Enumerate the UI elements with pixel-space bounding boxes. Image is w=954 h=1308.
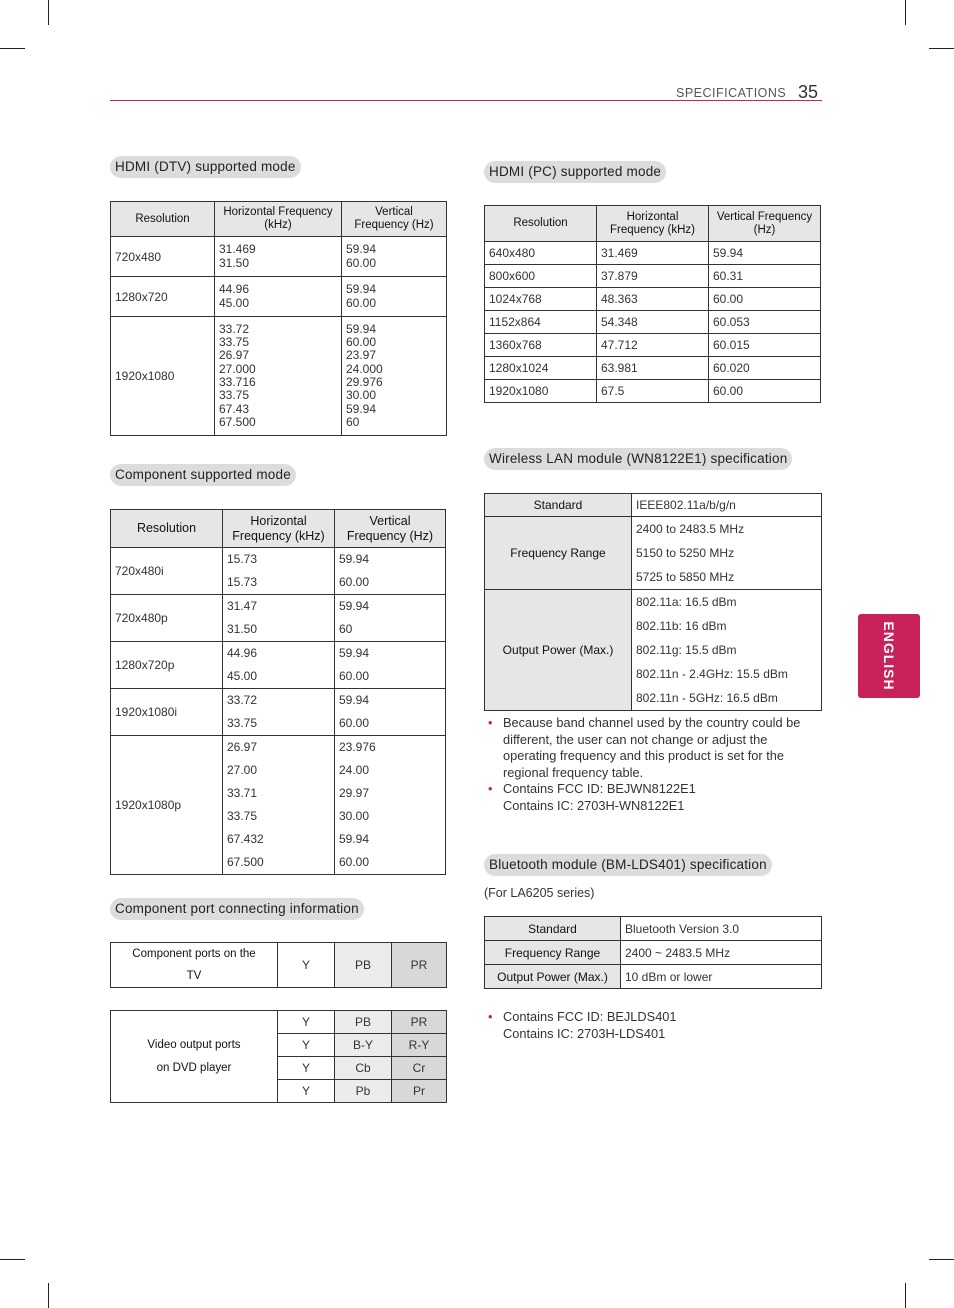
vertical-frequency-cell: 59.94 60.00 23.97 24.000 29.976 30.00 59.94 60 (342, 317, 447, 436)
horizontal-frequency-cell: 31.469 (597, 242, 709, 265)
vertical-frequency-cell (335, 642, 446, 689)
wlan-heading: Wireless LAN module (WN8122E1) specification (484, 448, 792, 470)
wlan-spec-table (484, 493, 822, 711)
spec-value (632, 590, 822, 711)
table-row (485, 494, 822, 517)
horizontal-frequency-cell: 44.96 45.00 (215, 277, 342, 317)
port-cell: Y (278, 1034, 335, 1057)
resolution-cell: 720x480 (111, 237, 215, 277)
bullet-icon: • (488, 715, 493, 730)
vertical-frequency-cell: 60.020 (709, 357, 821, 380)
resolution-cell: 1024x768 (485, 288, 597, 311)
page-number: 35 (798, 82, 819, 102)
bullet-icon: • (488, 781, 493, 796)
bluetooth-heading: Bluetooth module (BM-LDS401) specification (484, 854, 772, 876)
value: 60.00 (339, 855, 370, 869)
crop-mark (905, 0, 906, 25)
value: 27.00 (227, 763, 258, 777)
horizontal-frequency-cell: 54.348 (597, 311, 709, 334)
value: 802.11n - 2.4GHz: 15.5 dBm (636, 667, 788, 681)
spec-value: 10 dBm or lower (621, 965, 822, 989)
value: 30.00 (339, 809, 370, 823)
hdmi-dtv-table (110, 201, 447, 436)
table-row (485, 917, 822, 941)
resolution-cell: 640x480 (485, 242, 597, 265)
spec-label: Output Power (Max.) (485, 590, 632, 711)
value: 23.976 (339, 740, 376, 754)
port-cell: R-Y (392, 1034, 447, 1057)
vertical-frequency-cell (335, 595, 446, 642)
port-cell: Y (278, 1057, 335, 1080)
spec-value: IEEE802.11a/b/g/n (632, 494, 822, 517)
value: 33.71 (227, 786, 258, 800)
value: 5150 to 5250 MHz (636, 546, 735, 560)
table-row (111, 595, 446, 642)
resolution-cell: 1280x1024 (485, 357, 597, 380)
horizontal-frequency-cell (223, 642, 335, 689)
port-cell: PR (392, 943, 447, 988)
value: 2400 to 2483.5 MHz (636, 522, 745, 536)
crop-mark (905, 1283, 906, 1308)
table-row (485, 265, 821, 288)
note-text: Contains FCC ID: BEJWN8122E1 (503, 781, 696, 796)
horizontal-frequency-cell: 48.363 (597, 288, 709, 311)
vertical-frequency-cell: 60.31 (709, 265, 821, 288)
table-row (111, 1011, 447, 1034)
vertical-frequency-cell: 60.00 (709, 380, 821, 403)
resolution-cell: 800x600 (485, 265, 597, 288)
resolution-cell: 1280x720p (111, 642, 223, 689)
vertical-frequency-cell: 60.015 (709, 334, 821, 357)
resolution-cell: 1920x1080 (485, 380, 597, 403)
spec-label: Standard (485, 494, 632, 517)
resolution-cell: 1280x720 (111, 277, 215, 317)
column-header: Horizontal Frequency (kHz) (215, 202, 342, 237)
value: 59.94 (339, 693, 370, 707)
vertical-frequency-cell (335, 736, 446, 875)
value: 26.97 (227, 740, 258, 754)
value: 802.11b: 16 dBm (636, 619, 727, 633)
horizontal-frequency-cell (223, 689, 335, 736)
bluetooth-note (488, 1009, 808, 1042)
table-row (111, 277, 447, 317)
hdmi-pc-heading: HDMI (PC) supported mode (484, 161, 666, 183)
column-header: Resolution (111, 510, 223, 548)
crop-mark (0, 48, 25, 49)
horizontal-frequency-cell (223, 595, 335, 642)
column-header: Vertical Frequency (Hz) (335, 510, 446, 548)
table-row (485, 380, 821, 403)
value: 29.97 (339, 786, 370, 800)
value: 802.11n - 5GHz: 16.5 dBm (636, 691, 778, 705)
dvd-ports-table (110, 1010, 447, 1103)
hdmi-dtv-heading: HDMI (DTV) supported mode (110, 156, 301, 178)
column-header: Horizontal Frequency (kHz) (597, 206, 709, 242)
value: 67.500 (227, 855, 264, 869)
horizontal-frequency-cell (223, 548, 335, 595)
value: 60.00 (339, 669, 370, 683)
table-row (111, 943, 447, 988)
tv-ports-label: Component ports on the TV (111, 943, 278, 988)
table-row (111, 736, 446, 875)
horizontal-frequency-cell: 67.5 (597, 380, 709, 403)
vertical-frequency-cell (335, 689, 446, 736)
value: 59.94 (339, 646, 370, 660)
horizontal-frequency-cell (223, 736, 335, 875)
value: 33.72 (227, 693, 258, 707)
value: 59.94 (339, 832, 370, 846)
crop-mark (929, 48, 954, 49)
value: 15.73 (227, 575, 258, 589)
language-tab-label: ENGLISH (881, 621, 897, 691)
horizontal-frequency-cell: 33.72 33.75 26.97 27.000 33.716 33.75 67.43 67.500 (215, 317, 342, 436)
table-row (485, 357, 821, 380)
bullet-icon: • (488, 1009, 493, 1024)
wlan-note-2 (488, 781, 808, 814)
vertical-frequency-cell: 59.94 (709, 242, 821, 265)
horizontal-frequency-cell: 63.981 (597, 357, 709, 380)
crop-mark (929, 1259, 954, 1260)
table-row (485, 941, 822, 965)
port-cell: PB (335, 943, 392, 988)
column-header: Vertical Frequency (Hz) (709, 206, 821, 242)
note-text: Contains IC: 2703H-LDS401 (503, 1025, 666, 1041)
value: 45.00 (227, 669, 258, 683)
vertical-frequency-cell: 59.94 60.00 (342, 277, 447, 317)
value: 44.96 (227, 646, 258, 660)
resolution-cell: 1920x1080 (111, 317, 215, 436)
resolution-cell: 1920x1080p (111, 736, 223, 875)
hdmi-pc-table (484, 205, 821, 403)
value: 31.50 (227, 622, 258, 636)
value: 33.75 (227, 716, 258, 730)
table-header-row (485, 206, 821, 242)
header-rule (110, 100, 822, 101)
table-row (485, 334, 821, 357)
value: 59.94 (339, 552, 370, 566)
spec-value: Bluetooth Version 3.0 (621, 917, 822, 941)
bluetooth-spec-table (484, 916, 822, 989)
port-cell: Cr (392, 1057, 447, 1080)
value: 33.75 (227, 809, 258, 823)
note-text: Contains IC: 2703H-WN8122E1 (503, 797, 685, 813)
horizontal-frequency-cell: 47.712 (597, 334, 709, 357)
spec-label: Output Power (Max.) (485, 965, 621, 989)
value: 802.11a: 16.5 dBm (636, 595, 737, 609)
crop-mark (48, 1283, 49, 1308)
column-header: Vertical Frequency (Hz) (342, 202, 447, 237)
vertical-frequency-cell: 59.94 60.00 (342, 237, 447, 277)
tv-ports-table (110, 942, 447, 988)
column-header: Resolution (111, 202, 215, 237)
port-cell: Y (278, 1011, 335, 1034)
port-cell: Cb (335, 1057, 392, 1080)
port-cell: PR (392, 1011, 447, 1034)
horizontal-frequency-cell: 31.469 31.50 (215, 237, 342, 277)
table-row (111, 548, 446, 595)
spec-value: 2400 ~ 2483.5 MHz (621, 941, 822, 965)
value: 59.94 (339, 599, 370, 613)
wlan-note-1 (488, 715, 808, 781)
resolution-cell: 720x480i (111, 548, 223, 595)
spec-label: Frequency Range (485, 941, 621, 965)
table-row (485, 311, 821, 334)
resolution-cell: 1920x1080i (111, 689, 223, 736)
resolution-cell: 1152x864 (485, 311, 597, 334)
port-cell: PB (335, 1011, 392, 1034)
table-header-row (111, 510, 446, 548)
note-text: Contains FCC ID: BEJLDS401 (503, 1009, 677, 1024)
language-tab (858, 614, 920, 698)
table-row (111, 237, 447, 277)
value: 67.432 (227, 832, 264, 846)
port-cell: Pb (335, 1080, 392, 1103)
resolution-cell: 1360x768 (485, 334, 597, 357)
value: 60.00 (339, 575, 370, 589)
spec-value (632, 517, 822, 590)
table-row (111, 689, 446, 736)
value: 60 (339, 622, 353, 636)
port-cell: Y (278, 1080, 335, 1103)
table-row (111, 642, 446, 689)
port-cell: Pr (392, 1080, 447, 1103)
vertical-frequency-cell (335, 548, 446, 595)
port-cell: B-Y (335, 1034, 392, 1057)
table-row (485, 590, 822, 711)
spec-label: Standard (485, 917, 621, 941)
dvd-ports-label: Video output ports on DVD player (111, 1011, 278, 1103)
table-row (111, 317, 447, 436)
table-row (485, 965, 822, 989)
resolution-cell: 720x480p (111, 595, 223, 642)
column-header: Resolution (485, 206, 597, 242)
value: 5725 to 5850 MHz (636, 570, 735, 584)
table-row (485, 517, 822, 590)
value: 24.00 (339, 763, 370, 777)
table-row (485, 288, 821, 311)
component-heading: Component supported mode (110, 464, 296, 486)
section-title: SPECIFICATIONS (676, 86, 787, 100)
vertical-frequency-cell: 60.00 (709, 288, 821, 311)
component-table (110, 509, 446, 875)
series-note: (For LA6205 series) (484, 886, 595, 900)
value: 60.00 (339, 716, 370, 730)
crop-mark (0, 1259, 25, 1260)
horizontal-frequency-cell: 37.879 (597, 265, 709, 288)
value: 802.11g: 15.5 dBm (636, 643, 737, 657)
crop-mark (48, 0, 49, 25)
value: 15.73 (227, 552, 258, 566)
spec-label: Frequency Range (485, 517, 632, 590)
note-text: Because band channel used by the country could be different, the user can not change or adjust the operating frequency and this product is set for the regional frequency table. (503, 715, 801, 780)
value: 31.47 (227, 599, 258, 613)
component-port-heading: Component port connecting information (110, 898, 364, 920)
vertical-frequency-cell: 60.053 (709, 311, 821, 334)
table-header-row (111, 202, 447, 237)
column-header: Horizontal Frequency (kHz) (223, 510, 335, 548)
port-cell: Y (278, 943, 335, 988)
table-row (485, 242, 821, 265)
